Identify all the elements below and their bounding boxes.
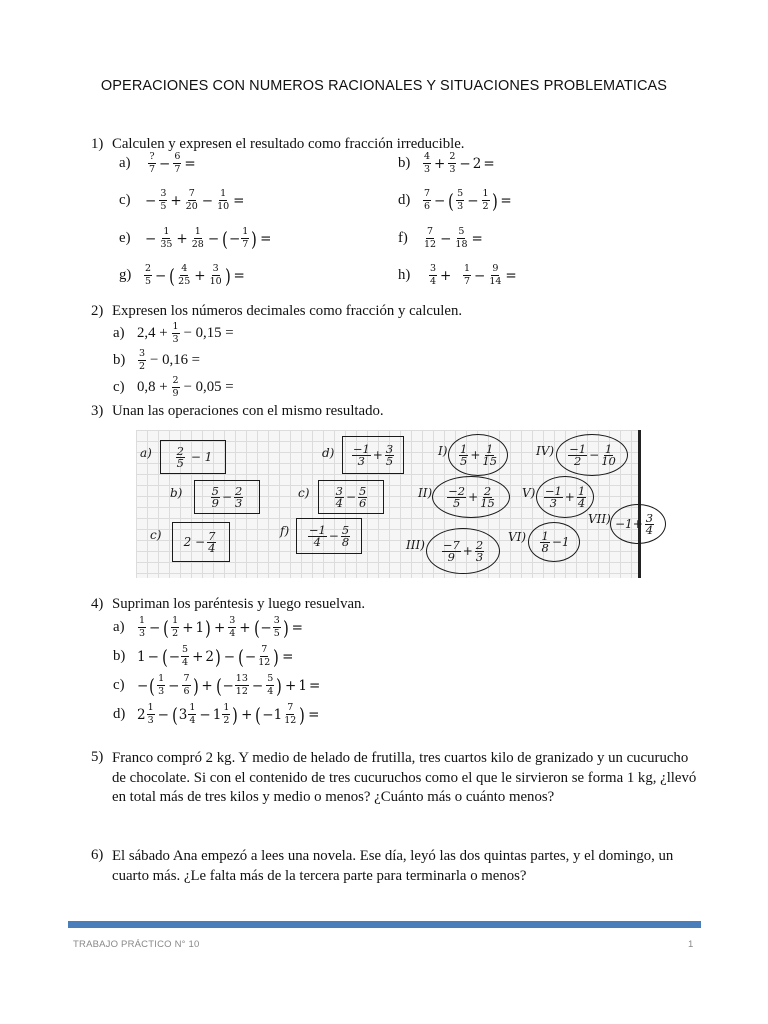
question-text: Unan las operaciones con el mismo resultado. bbox=[112, 403, 384, 419]
exercise-4a: a) 1 3 − ( 1 2 + 1 ) + $\frac{3}{4}$ + ( − 3 5 ) = bbox=[113, 615, 303, 640]
question-text: Expresen los números decimales como fracción y calculen. bbox=[112, 303, 463, 319]
exercise-1e: e) − $\frac{1}{35}$ + $\frac{1}{28}$ − ( − 1 7 ) = bbox=[119, 226, 272, 251]
exercise-1d: d) 7 6 − ( 5 3 − $\frac{1}{2}$ ) = bbox=[398, 188, 512, 213]
math-expression: 1 3 − ( 1 2 + 1 ) + $\frac{3}{4}$ + ( − 3 5 ) = bbox=[139, 615, 303, 640]
exercise-4d: d) 2 1 3 − ( 3 1 4 − 1 $\frac{1}{2}$ ) + ( −1 7 12 ) = bbox=[113, 702, 320, 727]
exercise-2b: b) 3 2 − 0,16 = bbox=[113, 348, 201, 372]
math-expression: 7 12 − $\frac{5}{18}$ = bbox=[424, 226, 483, 250]
exercise-1f: f) 7 12 − $\frac{5}{18}$ = bbox=[398, 226, 483, 250]
exercise-4b: b) 1 − ( − 5 4 + 2 ) − ( − 7 12 ) = bbox=[113, 644, 294, 669]
question-text: Supriman los paréntesis y luego resuelvan. bbox=[112, 596, 366, 612]
document-title: OPERACIONES CON NUMEROS RACIONALES Y SITUACIONES PROBLEMATICAS bbox=[100, 78, 668, 94]
math-expression: 2 1 3 − ( 3 1 4 − 1 $\frac{1}{2}$ ) + ( −1 7 12 ) = bbox=[137, 702, 320, 727]
footer-divider bbox=[68, 921, 701, 928]
question-number: 5) bbox=[91, 749, 104, 765]
exercise-1b: b) 4 3 + $\frac{2}{3}$ − 2 = bbox=[398, 151, 495, 175]
math-expression: 2 5 − ( 4 25 + $\frac{3}{10}$ ) = bbox=[145, 263, 245, 288]
question-number: 2) bbox=[91, 303, 104, 319]
exercise-1c: c) − $\frac{3}{5}$ + $\frac{7}{20}$ − $\frac{1}{10}$ = bbox=[119, 188, 245, 212]
math-expression: 4 3 + $\frac{2}{3}$ − 2 = bbox=[424, 151, 495, 175]
question-text: Franco compró 2 kg. Y medio de helado de frutilla, tres cuartos kilo de granizado y un cucurucho de chocolate. Si con el contenido de tres cucuruchos como el que le sirvieron se forma 1 kg, ¿llevó en total más de tres kilos y medio o menos? ¿Cuánto más o cuánto menos? bbox=[112, 750, 697, 805]
question-number: 3) bbox=[91, 403, 104, 419]
handwritten-exercise-image: a) 2 5 − 1 d) −1 3 + 3 5 I) 1 5 + 1 15 IV) −1 2 − 1 10 b) 5 9 − 2 3 c) 3 4 − 5 6 II) −2 5 + 2 15 V) −1 3 + 1 4 c) 2 − 7 4 f) −1 4 − 5 8 III) −7 9 + 2 3 VI) 1 8 −1 VII) −1+ 3 4 bbox=[136, 430, 641, 578]
footer-title: TRABAJO PRÁCTICO N° 10 bbox=[73, 939, 200, 950]
question-number: 1) bbox=[91, 136, 104, 152]
math-expression: ? 7 − $\frac{6}{7}$ = bbox=[149, 151, 196, 175]
exercise-4c: c) − ( 1 3 − $\frac{7}{6}$ ) + ( − 13 12 − $\frac{5}{4}$ ) + 1 = bbox=[113, 673, 321, 698]
exercise-1h: h) 3 4 + $\frac{1}{7}$ − $\frac{9}{14}$ = bbox=[398, 263, 517, 287]
exercise-2c: c) 0,8 + 2 9 − 0,05 = bbox=[113, 375, 234, 399]
exercise-1a: a) ? 7 − $\frac{6}{7}$ = bbox=[119, 151, 196, 175]
math-expression: 7 6 − ( 5 3 − $\frac{1}{2}$ ) = bbox=[424, 188, 512, 213]
math-expression: − ( 1 3 − $\frac{7}{6}$ ) + ( − 13 12 − $\frac{5}{4}$ ) + 1 = bbox=[137, 673, 321, 698]
exercise-1g: g) 2 5 − ( 4 25 + $\frac{3}{10}$ ) = bbox=[119, 263, 245, 288]
page-number: 1 bbox=[688, 939, 694, 950]
question-number: 6) bbox=[91, 847, 104, 863]
exercise-2a: a) 2,4 + 1 3 − 0,15 = bbox=[113, 321, 234, 345]
math-expression: − $\frac{1}{35}$ + $\frac{1}{28}$ − ( − 1 7 ) = bbox=[145, 226, 272, 251]
math-expression: 1 − ( − 5 4 + 2 ) − ( − 7 12 ) = bbox=[137, 644, 294, 669]
question-text: Calculen y expresen el resultado como fracción irreducible. bbox=[112, 136, 465, 152]
question-number: 4) bbox=[91, 596, 104, 612]
math-expression: 3 4 + $\frac{1}{7}$ − $\frac{9}{14}$ = bbox=[430, 263, 517, 287]
question-text: El sábado Ana empezó a lees una novela. Ese día, leyó las dos quintas partes, y el domingo, un cuarto más. ¿Le falta más de la tercera parte para terminarla o menos? bbox=[112, 848, 674, 884]
math-expression: − $\frac{3}{5}$ + $\frac{7}{20}$ − $\frac{1}{10}$ = bbox=[145, 188, 245, 212]
